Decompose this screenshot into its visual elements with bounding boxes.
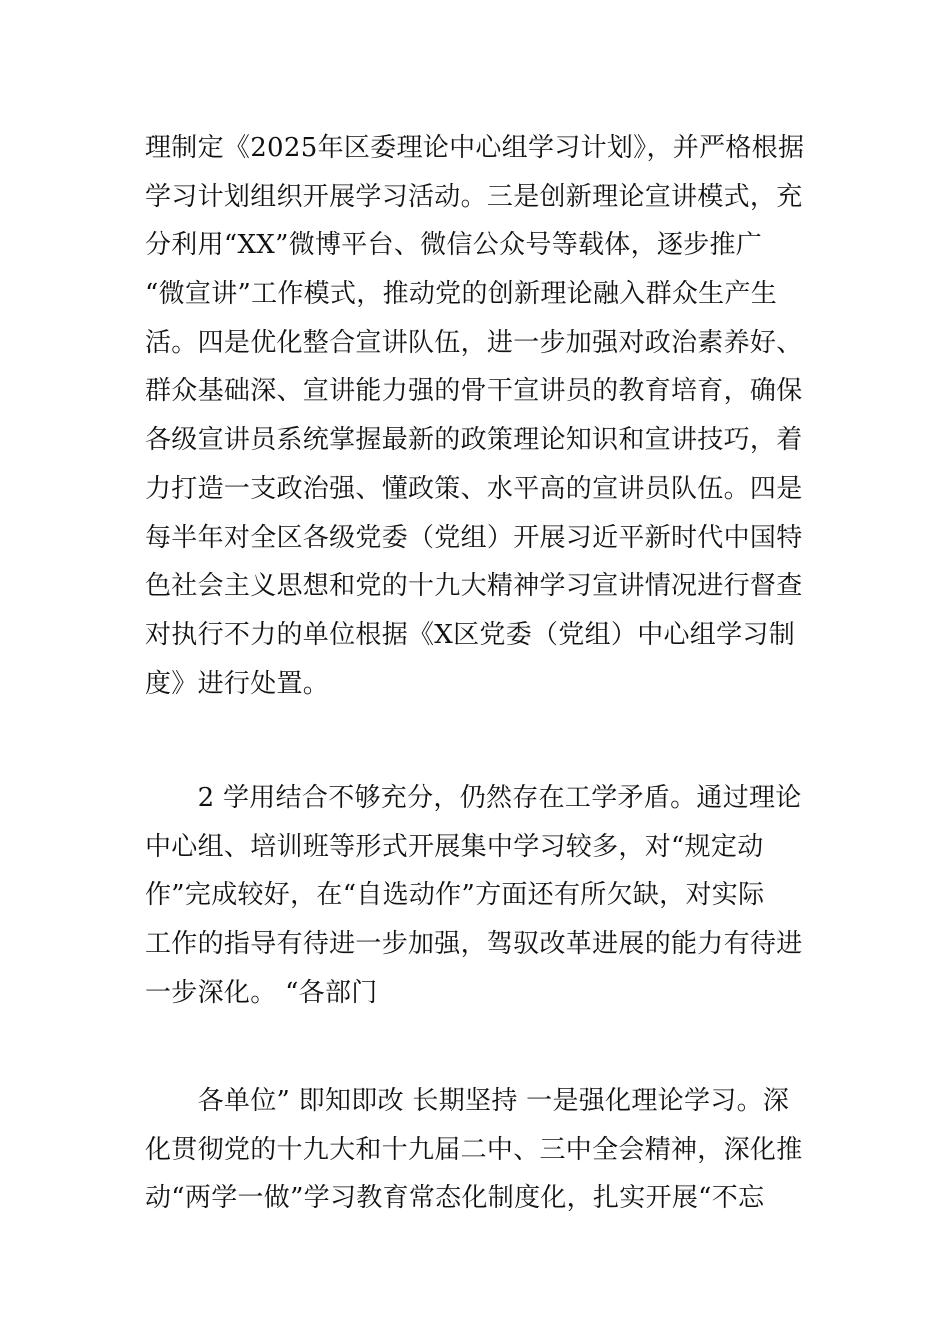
text-line: 学习计划组织开展学习活动。三是创新理论宣讲模式，充 [145,181,803,212]
text-line: 对执行不力的单位根据《X区党委（党组）中心组学习制 [145,619,796,650]
paragraph-2 [145,774,810,1017]
text-line: 中心组、培训班等形式开展集中学习较多，对“规定动 [145,831,764,862]
text-line: 各级宣讲员系统掌握最新的政策理论知识和宣讲技巧，着 [145,425,803,456]
text-line: 化贯彻党的十九大和十九届二中、三中全会精神，深化推 [145,1134,803,1165]
text-line: 2 学用结合不够充分，仍然存在工学矛盾。通过理论 [145,783,802,813]
text-line: 度》进行处置。 [145,668,330,699]
text-line: 色社会主义思想和党的十九大精神学习宣讲情况进行督查 [145,571,803,602]
text-line: 活。四是优化整合宣讲队伍，进一步加强对政治素养好、 [145,327,803,358]
text-line: 各单位” 即知即改 长期坚持 一是强化理论学习。深 [145,1086,790,1116]
text-line: 工作的指导有待进一步加强，驾驭改革进展的能力有待进 [145,929,803,960]
text-line: 一步深化。 “各部门 [145,977,378,1008]
text-line: 分利用“XX”微博平台、微信公众号等载体，逐步推广 [145,230,763,261]
text-line: 动“两学一做”学习教育常态化制度化，扎实开展“不忘 [145,1183,765,1214]
text-line: 作”完成较好，在“自选动作”方面还有所欠缺，对实际 [145,880,765,911]
text-line: 力打造一支政治强、懂政策、水平高的宣讲员队伍。四是 [145,473,803,504]
paragraph-1 [145,124,810,708]
text-line: 群众基础深、宣讲能力强的骨干宣讲员的教育培育，确保 [145,376,803,407]
text-line: “微宣讲”工作模式，推动党的创新理论融入群众生产生 [145,279,778,310]
text-line: 每半年对全区各级党委（党组）开展习近平新时代中国特 [145,522,803,553]
paragraph-3 [145,1077,810,1223]
text-line: 理制定《2025年区委理论中心组学习计划》，并严格根据 [145,133,805,163]
